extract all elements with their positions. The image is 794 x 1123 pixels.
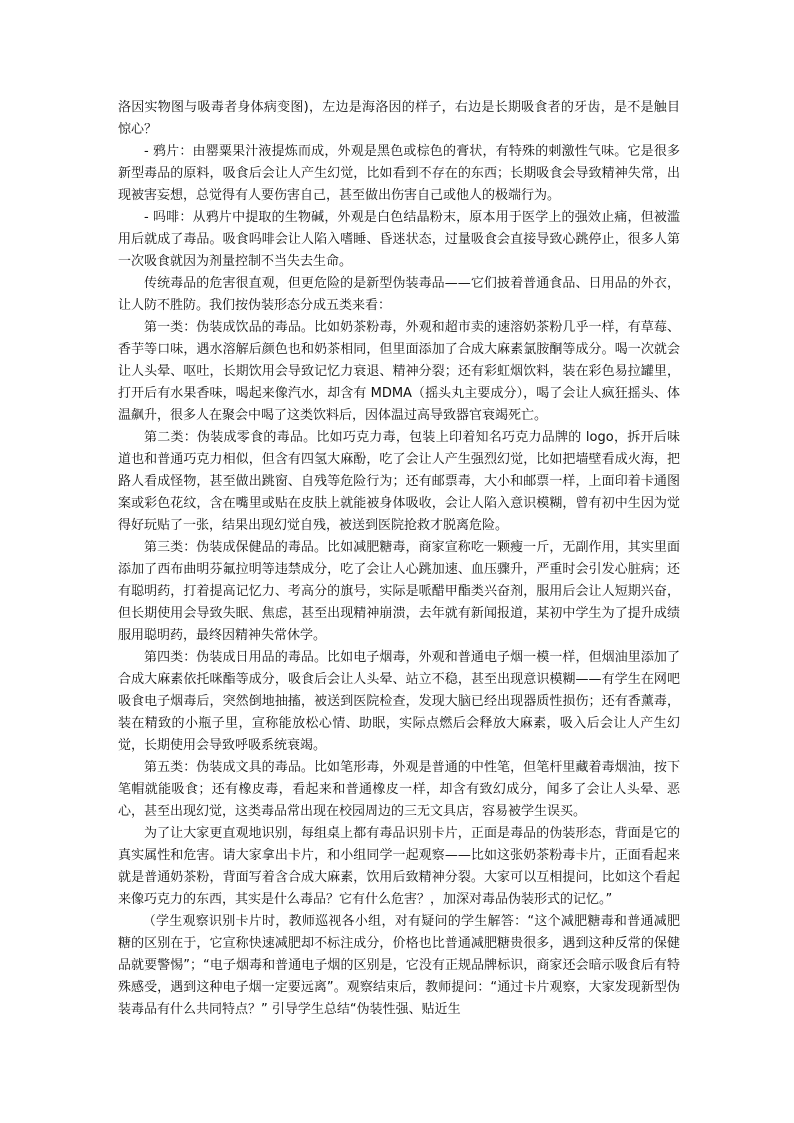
paragraph-new-drugs-intro: 传统毒品的危害很直观，但更危险的是新型伪装毒品——它们披着普通食品、日用品的外衣，让人防不胜防。我们按伪装形态分成五类来看： — [118, 276, 680, 313]
paragraph-category-drinks: 第一类：伪装成饮品的毒品。比如奶茶粉毒，外观和超市卖的速溶奶茶粉几乎一样，有草莓、香芋等口味，遇水溶解后颜色也和奶茶相同，但里面添加了合成大麻素氯胺酮等成分。喝一次就会让人头晕、呕吐，长期饮用会导致记忆力衰退、精神分裂；还有彩虹烟饮料，装在彩色易拉罐里，打开后有水果香味，喝起来像汽水，却含有 MDMA（摇头丸主要成分），喝了会让人疯狂摇头、体温飙升，很多人在聚会中喝了这类饮料后，因体温过高导致器官衰竭死亡。 — [118, 320, 680, 423]
paragraph-morphine: - 吗啡：从鸦片中提取的生物碱，外观是白色结晶粉末，原本用于医学上的强效止痛，但被滥用后就成了毒品。吸食吗啡会让人陷入嗜睡、昏迷状态，过量吸食会直接导致心跳停止，很多人第一次吸食就因为剂量控制不当失去生命。 — [118, 210, 680, 269]
paragraph-category-stationery: 第五类：伪装成文具的毒品。比如笔形毒，外观是普通的中性笔，但笔杆里藏着毒烟油，按下笔帽就能吸食；还有橡皮毒，看起来和普通橡皮一样，却含有致幻成分，闻多了会让人头晕、恶心，甚至出现幻觉，这类毒品常出现在校园周边的三无文具店，容易被学生误买。 — [118, 760, 680, 819]
paragraph-category-supplements: 第三类：伪装成保健品的毒品。比如减肥糖毒，商家宣称吃一颗瘦一斤，无副作用，其实里面添加了西布曲明芬氟拉明等违禁成分，吃了会让人心跳加速、血压骤升，严重时会引发心脏病；还有聪明药，打着提高记忆力、考高分的旗号，实际是哌醋甲酯类兴奋剂，服用后会让人短期兴奋，但长期使用会导致失眠、焦虑，甚至出现精神崩溃，去年就有新闻报道，某初中学生为了提升成绩服用聪明药，最终因精神失常休学。 — [118, 540, 680, 643]
paragraph-category-snacks: 第二类：伪装成零食的毒品。比如巧克力毒，包装上印着知名巧克力品牌的 logo，拆开后味道也和普通巧克力相似，但含有四氢大麻酚，吃了会让人产生强烈幻觉，比如把墙壁看成火海，把路人看成怪物，甚至做出跳窗、自残等危险行为；还有邮票毒，大小和邮票一样，上面印着卡通图案或彩色花纹，含在嘴里或贴在皮肤上就能被身体吸收，会让人陷入意识模糊，曾有初中生因为觉得好玩贴了一张，结果出现幻觉自残，被送到医院抢救才脱离危险。 — [118, 430, 680, 533]
paragraph-teacher-guidance: （学生观察识别卡片时，教师巡视各小组，对有疑问的学生解答：“这个减肥糖毒和普通减肥糖的区别在于，它宣称快速减肥却不标注成分，价格也比普通减肥糖贵很多，遇到这种反常的保健品就要警惕”；“电子烟毒和普通电子烟的区别是，它没有正规品牌标识，商家还会暗示吸食后有特殊感受，遇到这种电子烟一定要远离”。观察结束后，教师提问：“通过卡片观察，大家发现新型伪装毒品有什么共同特点？” 引导学生总结“伪装性强、贴近生 — [118, 914, 680, 1017]
paragraph-heroin-caption: 洛因实物图与吸毒者身体病变图)，左边是海洛因的样子，右边是长期吸食者的牙齿，是不是触目惊心？ — [118, 100, 680, 137]
document-body — [118, 97, 680, 1021]
paragraph-category-daily-goods: 第四类：伪装成日用品的毒品。比如电子烟毒，外观和普通电子烟一模一样，但烟油里添加了合成大麻素依托咪酯等成分，吸食后会让人头晕、站立不稳，甚至出现意识模糊——有学生在网吧吸食电子烟毒后，突然倒地抽搐，被送到医院检查，发现大脑已经出现器质性损伤；还有香薰毒，装在精致的小瓶子里，宣称能放松心情、助眠，实际点燃后会释放大麻素，吸入后会让人产生幻觉，长期使用会导致呼吸系统衰竭。 — [118, 650, 680, 753]
paragraph-card-activity: 为了让大家更直观地识别，每组桌上都有毒品识别卡片，正面是毒品的伪装形态，背面是它的真实属性和危害。请大家拿出卡片，和小组同学一起观察——比如这张奶茶粉毒卡片，正面看起来就是普通奶茶粉，背面写着含合成大麻素，饮用后致精神分裂。大家可以互相提问，比如这个看起来像巧克力的东西，其实是什么毒品？它有什么危害？，加深对毒品伪装形式的记忆。” — [118, 826, 680, 907]
paragraph-opium: - 鸦片：由罂粟果汁液提炼而成，外观是黑色或棕色的膏状，有特殊的刺激性气味。它是很多新型毒品的原料，吸食后会让人产生幻觉，比如看到不存在的东西；长期吸食会导致精神失常，出现被害妄想，总觉得有人要伤害自己，甚至做出伤害自己或他人的极端行为。 — [118, 144, 680, 203]
